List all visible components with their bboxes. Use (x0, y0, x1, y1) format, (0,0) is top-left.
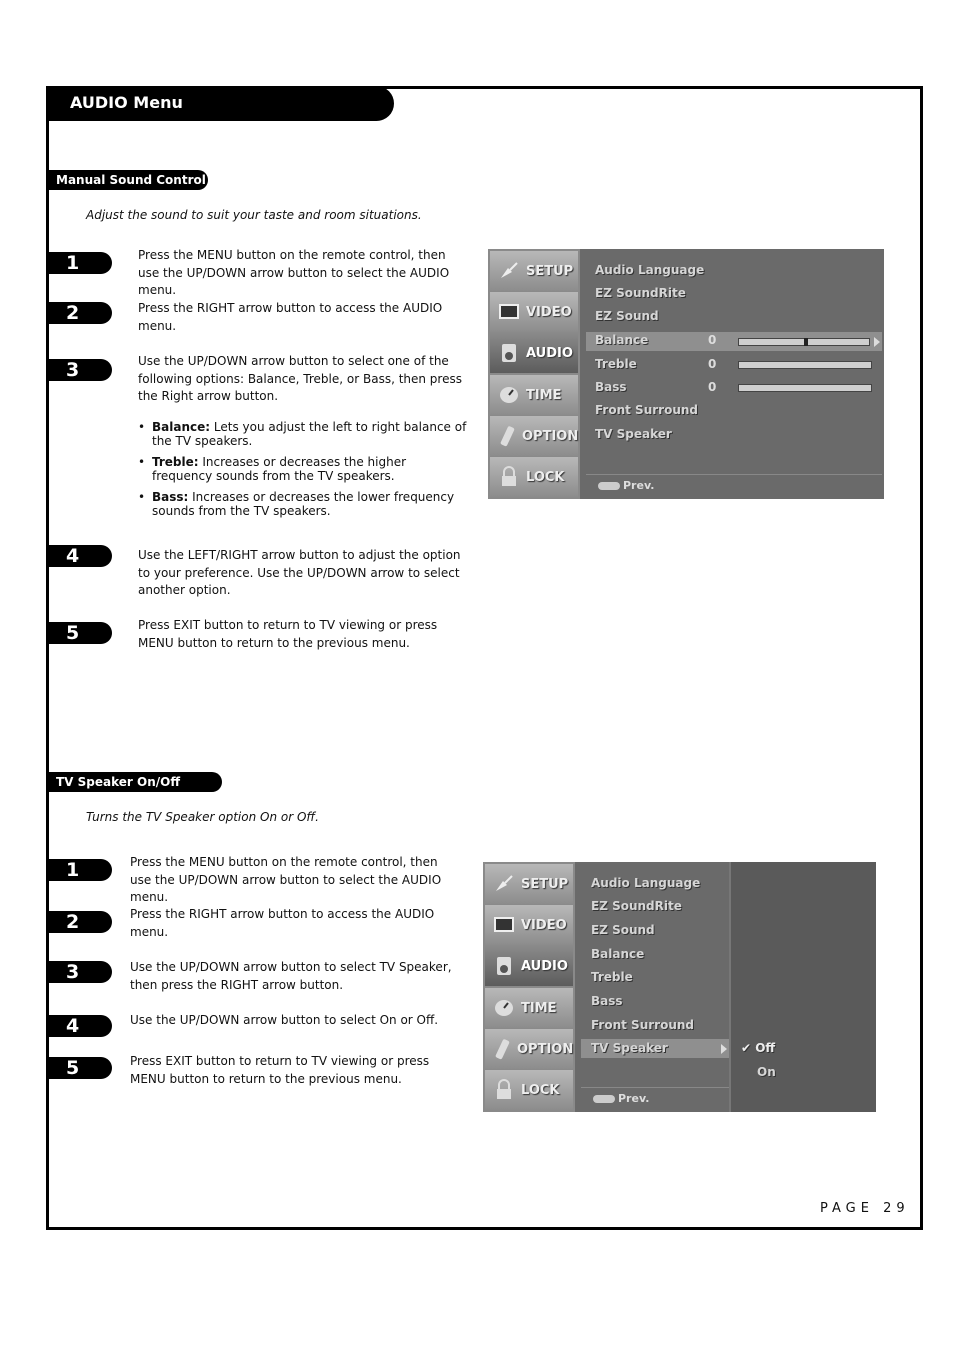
option-off[interactable] (741, 1041, 775, 1055)
speaker-intro: Turns the TV Speaker option On or Off. (86, 810, 319, 824)
menu-button-icon (598, 482, 620, 490)
submenu-panel (729, 862, 876, 1112)
option-label: Off (755, 1041, 776, 1055)
menu-item-tv-speaker[interactable]: TV Speaker (595, 427, 672, 441)
footer-divider (581, 1087, 729, 1088)
page-number: PAGE 29 (820, 1201, 910, 1216)
bullet-term: Treble: (152, 455, 199, 469)
bullet-term: Balance: (152, 420, 211, 434)
menu-item-bass[interactable]: Bass (595, 380, 627, 394)
tab-label: TIME (526, 387, 562, 403)
tab-video[interactable] (490, 292, 578, 332)
remote-icon (496, 423, 518, 449)
tab-setup[interactable] (485, 864, 573, 904)
section-tab-manual-sound: Manual Sound Control (46, 170, 208, 190)
lock-icon (496, 464, 522, 490)
menu-item-ez-sound[interactable]: EZ Sound (595, 309, 659, 323)
tab-label: AUDIO (521, 958, 568, 974)
checkmark-icon: ✔ (741, 1041, 756, 1055)
bullet-desc: Increases or decreases the higher frequency sounds from the TV speakers. (152, 455, 407, 483)
menu-item-ez-sound[interactable]: EZ Sound (591, 923, 655, 937)
step-text: Use the UP/DOWN arrow button to select one of the following options: Balance, Treble, or Bass, then press the Right arrow button. (138, 354, 462, 403)
menu-item-balance[interactable]: Balance (591, 947, 645, 961)
bass-slider[interactable] (738, 384, 872, 392)
menu-item-audio-language[interactable]: Audio Language (591, 876, 701, 890)
tab-label: AUDIO (526, 345, 573, 361)
step-badge: 5 (48, 1057, 112, 1079)
clock-icon (491, 995, 517, 1021)
right-arrow-icon (721, 1044, 727, 1054)
satellite-icon (496, 258, 522, 284)
prev-hint (598, 479, 654, 492)
prev-label: Prev. (623, 479, 655, 492)
clock-icon (496, 382, 522, 408)
tab-option[interactable] (485, 1029, 573, 1069)
step-text: Press the RIGHT arrow button to access the AUDIO menu. (138, 301, 443, 333)
bullet-term: Bass: (152, 490, 189, 504)
tab-label: LOCK (526, 469, 565, 485)
tab-label: OPTION (517, 1041, 574, 1057)
bullet-desc: Increases or decreases the lower frequency sounds from the TV speakers. (152, 490, 455, 518)
step-badge: 4 (48, 1015, 112, 1037)
step-text: Press the RIGHT arrow button to access the AUDIO menu. (130, 907, 435, 939)
page-title: AUDIO Menu (46, 86, 394, 121)
bullet-bass (138, 490, 468, 518)
tab-audio[interactable] (490, 333, 578, 373)
balance-value: 0 (708, 333, 717, 347)
step-badge: 1 (48, 252, 112, 274)
treble-value: 0 (708, 357, 717, 371)
tab-label: OPTION (522, 428, 579, 444)
step-badge: 5 (48, 622, 112, 644)
tab-label: SETUP (521, 876, 569, 892)
monitor-icon (491, 912, 517, 938)
menu-item-treble[interactable]: Treble (595, 357, 637, 371)
tab-label: TIME (521, 1000, 557, 1016)
tab-setup[interactable] (490, 251, 578, 291)
option-on[interactable]: On (757, 1065, 776, 1079)
bullet-desc: Lets you adjust the left to right balance of the TV speakers. (152, 420, 467, 448)
satellite-icon (491, 871, 517, 897)
step-text: Press EXIT button to return to TV viewing or press MENU button to return to the previous menu. (138, 618, 438, 650)
tab-time[interactable] (485, 988, 573, 1028)
tab-label: LOCK (521, 1082, 560, 1098)
menu-item-tv-speaker[interactable]: TV Speaker (591, 1041, 668, 1055)
tab-label: SETUP (526, 263, 574, 279)
treble-slider[interactable] (738, 361, 872, 369)
balance-slider[interactable] (738, 338, 870, 346)
speaker-icon (491, 953, 517, 979)
bass-value: 0 (708, 380, 717, 394)
menu-item-ez-soundrite[interactable]: EZ SoundRite (591, 899, 682, 913)
step-text: Use the LEFT/RIGHT arrow button to adjust the option to your preference. Use the UP/DOWN arrow to select another option. (138, 548, 461, 597)
option-bullet-list (138, 420, 468, 525)
prev-label: Prev. (618, 1092, 650, 1105)
tab-lock[interactable] (490, 457, 578, 497)
tab-audio[interactable] (485, 946, 573, 986)
menu-item-front-surround[interactable]: Front Surround (591, 1018, 694, 1032)
step-badge: 3 (48, 961, 112, 983)
step-text: Press EXIT button to return to TV viewing or press MENU button to return to the previous menu. (130, 1054, 430, 1086)
right-arrow-icon (874, 337, 880, 347)
step-text: Use the UP/DOWN arrow button to select On or Off. (130, 1013, 439, 1027)
menu-item-ez-soundrite[interactable]: EZ SoundRite (595, 286, 686, 300)
audio-menu-screenshot (488, 249, 884, 499)
step-badge: 3 (48, 359, 112, 381)
step-badge: 4 (48, 545, 112, 567)
footer-divider (586, 474, 882, 475)
menu-item-bass[interactable]: Bass (591, 994, 623, 1008)
menu-sidebar (488, 249, 580, 499)
menu-item-treble[interactable]: Treble (591, 970, 633, 984)
menu-button-icon (593, 1095, 615, 1103)
menu-sidebar (483, 862, 575, 1112)
step-text: Use the UP/DOWN arrow button to select TV Speaker, then press the RIGHT arrow button. (130, 960, 452, 992)
tab-label: VIDEO (526, 304, 572, 320)
manual-intro: Adjust the sound to suit your taste and room situations. (86, 208, 422, 222)
remote-icon (491, 1036, 513, 1062)
bullet-balance (138, 420, 468, 448)
lock-icon (491, 1077, 517, 1103)
tab-label: VIDEO (521, 917, 567, 933)
tab-video[interactable] (485, 905, 573, 945)
prev-hint (593, 1092, 649, 1105)
speaker-icon (496, 340, 522, 366)
step-badge: 2 (48, 302, 112, 324)
menu-item-front-surround[interactable]: Front Surround (595, 403, 698, 417)
tab-lock[interactable] (485, 1070, 573, 1110)
step-text: Press the MENU button on the remote control, then use the UP/DOWN arrow button to select the AUDIO menu. (130, 855, 442, 904)
balance-slider-knob[interactable] (804, 338, 808, 346)
tv-speaker-menu-screenshot (483, 862, 876, 1112)
menu-item-audio-language[interactable]: Audio Language (595, 263, 705, 277)
section-tab-tv-speaker: TV Speaker On/Off Setup (46, 772, 222, 792)
step-text: Press the MENU button on the remote control, then use the UP/DOWN arrow button to select the AUDIO menu. (138, 248, 450, 297)
tab-option[interactable] (490, 416, 578, 456)
bullet-treble (138, 455, 468, 483)
tab-time[interactable] (490, 375, 578, 415)
step-badge: 2 (48, 911, 112, 933)
menu-item-balance[interactable]: Balance (595, 333, 649, 347)
monitor-icon (496, 299, 522, 325)
step-badge: 1 (48, 859, 112, 881)
